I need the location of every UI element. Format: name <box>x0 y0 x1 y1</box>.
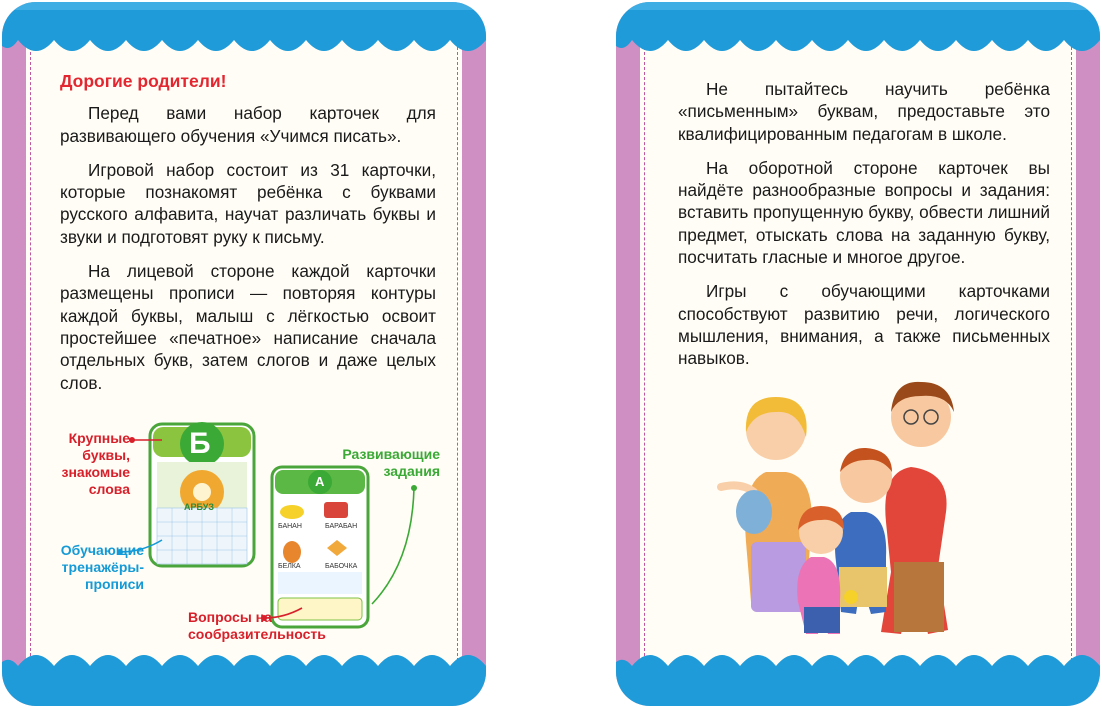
left-text-block <box>60 70 436 406</box>
family-illustration <box>706 372 1026 652</box>
right-paragraph-1: Не пытайтесь научить ребёнка «письменным» буквам, предоставьте это квалифицированным педагогам в школе. <box>678 79 1050 144</box>
back-card-letter: А <box>315 474 325 489</box>
label-big-letters: Крупные буквы, знакомые слова <box>61 430 130 497</box>
left-paragraph-1: Перед вами набор карточек для развивающего обучения «Учимся писать». <box>60 103 436 146</box>
front-card-letter: Б <box>189 427 211 460</box>
left-card <box>2 2 486 706</box>
front-card-word: АРБУЗ <box>184 502 214 512</box>
label-tasks: Развивающие задания <box>342 446 440 479</box>
top-wave-decoration <box>616 2 1100 72</box>
dashed-border-right <box>1071 42 1072 666</box>
left-paragraph-3: На лицевой стороне каждой карточки размещены прописи — повторяя контуры каждой буквы, малыш с лёгкостью освоит простейшее «печатное» написание сначала отдельных букв, затем слогов и даже целых слов. <box>60 261 436 393</box>
back-card-word-3: БЕЛКА <box>278 563 301 570</box>
back-card-word-1: БАНАН <box>278 523 302 530</box>
label-trainers: Обучающие тренажёры-прописи <box>60 542 144 592</box>
label-questions: Вопросы на сообразительность <box>188 609 326 642</box>
back-card-word-2: БАРАБАН <box>325 523 358 530</box>
top-wave-decoration <box>2 2 486 72</box>
left-paragraph-2: Игровой набор состоит из 31 карточки, которые познакомят ребёнка с буквами русского алфавита, научат различать буквы и звуки и подготовят руку к письму. <box>60 159 436 247</box>
dashed-border-left <box>644 42 645 666</box>
right-text-block <box>678 78 1050 382</box>
right-paragraph-3: Игры с обучающими карточками способствуют развитию речи, логического мышления, внимания, а также письменных навыков. <box>678 281 1050 369</box>
back-card-word-4: БАБОЧКА <box>325 563 358 570</box>
right-paragraph-2: На оборотной стороне карточек вы найдёте разнообразные вопросы и задания: вставить пропущенную букву, обвести лишний предмет, отыскать слова на заданную букву, посчитать гласные и многое другое. <box>678 157 1050 268</box>
right-card <box>616 2 1100 706</box>
page-title: Дорогие родители! <box>60 71 227 91</box>
